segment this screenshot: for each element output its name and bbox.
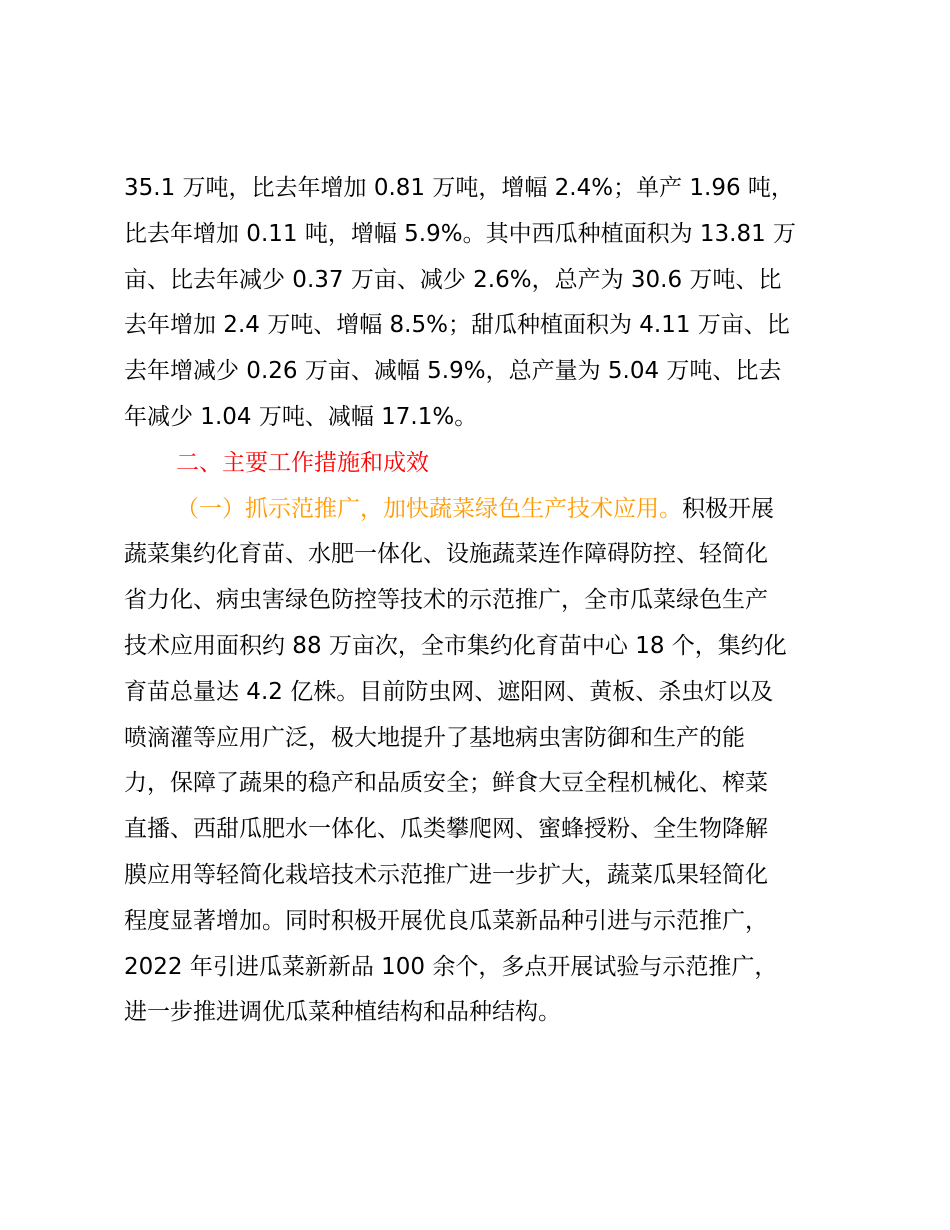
line-text: 亩、比去年减少 0.37 万亩、减少 2.6%，总产为 30.6 万吨、比 <box>124 266 782 293</box>
paragraph-line <box>124 761 836 807</box>
line-text: 进一步推进调优瓜菜种植结构和品种结构。 <box>124 999 561 1026</box>
paragraph-line <box>124 258 836 304</box>
subsection-line <box>124 487 836 533</box>
paragraph-line <box>124 349 836 395</box>
subsection-heading: （一）抓示范推广，加快蔬菜绿色生产技术应用。 <box>176 495 682 522</box>
line-text: 育苗总量达 4.2 亿株。目前防虫网、遮阳网、黄板、杀虫灯以及 <box>124 678 774 705</box>
section-heading-line <box>124 441 836 487</box>
line-text: 程度显著增加。同时积极开展优良瓜菜新品种引进与示范推广， <box>124 907 768 934</box>
line-text: 喷滴灌等应用广泛，极大地提升了基地病虫害防御和生产的能 <box>124 724 745 751</box>
paragraph-line <box>124 990 836 1036</box>
line-text: 蔬菜集约化育苗、水肥一体化、设施蔬菜连作障碍防控、轻简化 <box>124 541 768 568</box>
paragraph-line <box>124 624 836 670</box>
line-text: 35.1 万吨，比去年增加 0.81 万吨，增幅 2.4%；单产 1.96 吨， <box>124 175 794 201</box>
paragraph-line <box>124 578 836 624</box>
line-text: 去年增减少 0.26 万亩、减幅 5.9%，总产量为 5.04 万吨、比去 <box>124 358 782 385</box>
paragraph-line <box>124 853 836 899</box>
document-body <box>124 166 836 1036</box>
line-text: 2022 年引进瓜菜新新品 100 余个，多点开展试验与示范推广， <box>124 953 778 980</box>
line-text: 比去年增加 0.11 吨，增幅 5.9%。其中西瓜种植面积为 13.81 万 <box>124 220 797 247</box>
paragraph-line <box>124 899 836 945</box>
line-text: 力，保障了蔬果的稳产和品质安全；鲜食大豆全程机械化、榨菜 <box>124 770 768 797</box>
paragraph-line <box>124 166 836 212</box>
line-text: 省力化、病虫害绿色防控等技术的示范推广，全市瓜菜绿色生产 <box>124 587 768 614</box>
paragraph-line <box>124 716 836 762</box>
line-text: 技术应用面积约 88 万亩次，全市集约化育苗中心 18 个，集约化 <box>124 632 787 659</box>
line-text: 年减少 1.04 万吨、减幅 17.1%。 <box>124 403 478 430</box>
paragraph-line <box>124 303 836 349</box>
line-text: 去年增加 2.4 万吨、增幅 8.5%；甜瓜种植面积为 4.11 万亩、比 <box>124 312 790 339</box>
paragraph-line <box>124 212 836 258</box>
paragraph-line <box>124 807 836 853</box>
paragraph-line <box>124 395 836 441</box>
line-text: 膜应用等轻简化栽培技术示范推广进一步扩大，蔬菜瓜果轻简化 <box>124 861 768 888</box>
paragraph-line <box>124 670 836 716</box>
paragraph-line <box>124 532 836 578</box>
line-text: 直播、西甜瓜肥水一体化、瓜类攀爬网、蜜蜂授粉、全生物降解 <box>124 816 768 843</box>
paragraph-line <box>124 945 836 991</box>
section-heading: 二、主要工作措施和成效 <box>176 449 429 476</box>
subsection-line-text: 积极开展 <box>682 495 774 522</box>
